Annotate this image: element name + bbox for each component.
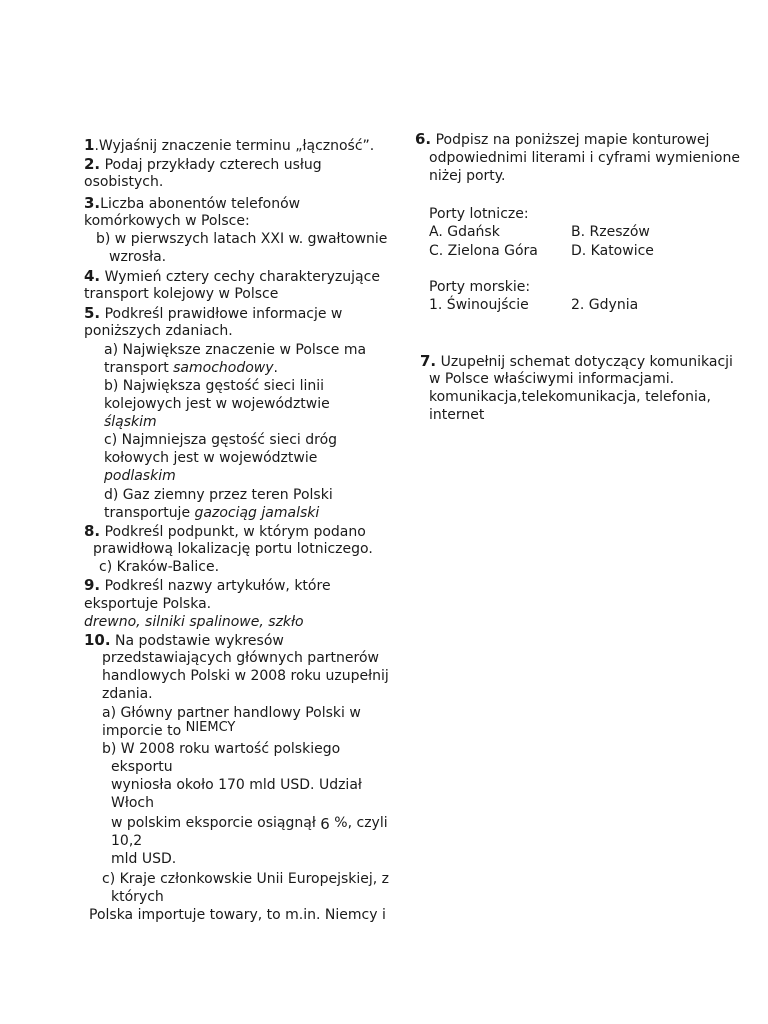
question-text: .Wyjaśnij znaczenie terminu „łączność”. — [94, 138, 375, 154]
question-text: Na podstawie wykresów — [110, 633, 284, 649]
question-5-cont: poniższych zdaniach. — [84, 323, 233, 339]
question-10-a-cont — [102, 722, 235, 741]
question-text: Podaj przykłady czterech usług — [100, 157, 322, 173]
question-10-c-line: których — [111, 889, 164, 905]
question-number: 5. — [84, 304, 101, 322]
question-5 — [84, 304, 342, 323]
airport-item: A. Gdańsk — [429, 224, 500, 240]
question-10-b-line: Włoch — [111, 795, 154, 811]
airports-heading: Porty lotnicze: — [429, 206, 529, 222]
question-text: Podkreśl podpunkt, w którym podano — [100, 524, 366, 540]
answer-text: samochodowy — [173, 360, 274, 376]
question-text: Liczba abonentów telefonów — [100, 196, 301, 212]
question-6-line: niżej porty. — [429, 168, 506, 184]
question-4-cont: transport kolejowy w Polsce — [84, 286, 279, 302]
question-10 — [84, 631, 284, 650]
answer-text: 10,2 — [111, 833, 143, 849]
question-5-b: b) Największa gęstość sieci linii — [104, 378, 325, 394]
answer-text: gazociąg jamalski — [194, 505, 320, 521]
question-10-line: handlowych Polski w 2008 roku uzupełnij — [102, 668, 389, 684]
airport-item: D. Katowice — [571, 243, 654, 259]
question-3-b-cont: wzrosła. — [109, 249, 167, 265]
question-7-answer: internet — [429, 407, 485, 423]
seaport-item: 1. Świnoujście — [429, 297, 529, 313]
text: w polskim eksporcie osiągnął — [111, 815, 321, 831]
question-10-b-line: mld USD. — [111, 851, 177, 867]
text: transport — [104, 360, 174, 376]
question-8 — [84, 522, 366, 541]
question-8-c: c) Kraków-Balice. — [99, 559, 220, 575]
question-text: Wymień cztery cechy charakteryzujące — [100, 269, 380, 285]
question-number: 10. — [84, 631, 111, 649]
question-10-a: a) Główny partner handlowy Polski w — [102, 705, 361, 721]
question-1 — [84, 136, 374, 155]
question-number: 9. — [84, 576, 101, 594]
question-10-c-line: Polska importuje towary, to m.in. Niemcy i — [89, 907, 386, 923]
answer-text: 6 — [320, 815, 330, 833]
text: . — [273, 360, 278, 376]
question-2 — [84, 155, 322, 174]
question-10-b-line: eksportu — [111, 759, 173, 775]
answer-text: podlaskim — [104, 468, 176, 484]
question-3-cont: komórkowych w Polsce: — [84, 213, 250, 229]
question-number: 6. — [415, 130, 432, 148]
airport-item: B. Rzeszów — [571, 224, 650, 240]
question-5-d: d) Gaz ziemny przez teren Polski — [104, 487, 333, 503]
airport-item: C. Zielona Góra — [429, 243, 538, 259]
question-5-d-cont — [104, 504, 319, 522]
question-number: 8. — [84, 522, 101, 540]
question-2-cont: osobistych. — [84, 174, 164, 190]
question-4 — [84, 267, 380, 286]
question-3 — [84, 194, 300, 213]
question-10-c: c) Kraje członkowskie Unii Europejskiej, z — [102, 871, 390, 887]
question-6-line: odpowiednimi literami i cyframi wymienione — [429, 150, 740, 166]
answer-text: NIEMCY — [185, 720, 236, 735]
question-text: Podpisz na poniższej mapie konturowej — [431, 132, 710, 148]
question-number: 2. — [84, 155, 101, 173]
question-5-c: c) Najmniejsza gęstość sieci dróg — [104, 432, 338, 448]
question-10-b-line — [111, 813, 388, 832]
question-9 — [84, 576, 331, 595]
question-7-line: w Polsce właściwymi informacjami. — [429, 371, 675, 387]
seaport-item: 2. Gdynia — [571, 297, 639, 313]
text: imporcie to — [102, 723, 186, 739]
question-8-cont: prawidłową lokalizację portu lotniczego. — [93, 541, 373, 557]
text: %, czyli — [329, 815, 388, 831]
text: transportuje — [104, 505, 195, 521]
question-3-b: b) w pierwszych latach XXI w. gwałtownie — [96, 231, 388, 247]
question-7 — [420, 352, 733, 371]
question-text: Uzupełnij schemat dotyczący komunikacji — [436, 354, 733, 370]
question-10-line: przedstawiających głównych partnerów — [102, 650, 379, 666]
question-number: 4. — [84, 267, 101, 285]
question-text: Podkreśl prawidłowe informacje w — [100, 306, 343, 322]
question-text: Podkreśl nazwy artykułów, które — [100, 578, 331, 594]
question-9-cont: eksportuje Polska. — [84, 596, 212, 612]
question-number: 7. — [420, 352, 437, 370]
question-5-c-cont: kołowych jest w województwie — [104, 450, 318, 466]
question-number: 1 — [84, 136, 95, 154]
answer-text: śląskim — [104, 414, 157, 430]
question-6 — [415, 130, 709, 149]
question-7-answer: komunikacja,telekomunikacja, telefonia, — [429, 389, 711, 405]
seaports-heading: Porty morskie: — [429, 279, 531, 295]
question-10-b-line: wyniosła około 170 mld USD. Udział — [111, 777, 362, 793]
question-5-b-cont: kolejowych jest w województwie — [104, 396, 330, 412]
question-5-a: a) Największe znaczenie w Polsce ma — [104, 342, 367, 358]
answer-text: drewno, silniki spalinowe, szkło — [84, 614, 304, 630]
question-10-b: b) W 2008 roku wartość polskiego — [102, 741, 341, 757]
question-5-a-cont — [104, 359, 278, 377]
question-10-line: zdania. — [102, 686, 153, 702]
question-number: 3. — [84, 194, 101, 212]
